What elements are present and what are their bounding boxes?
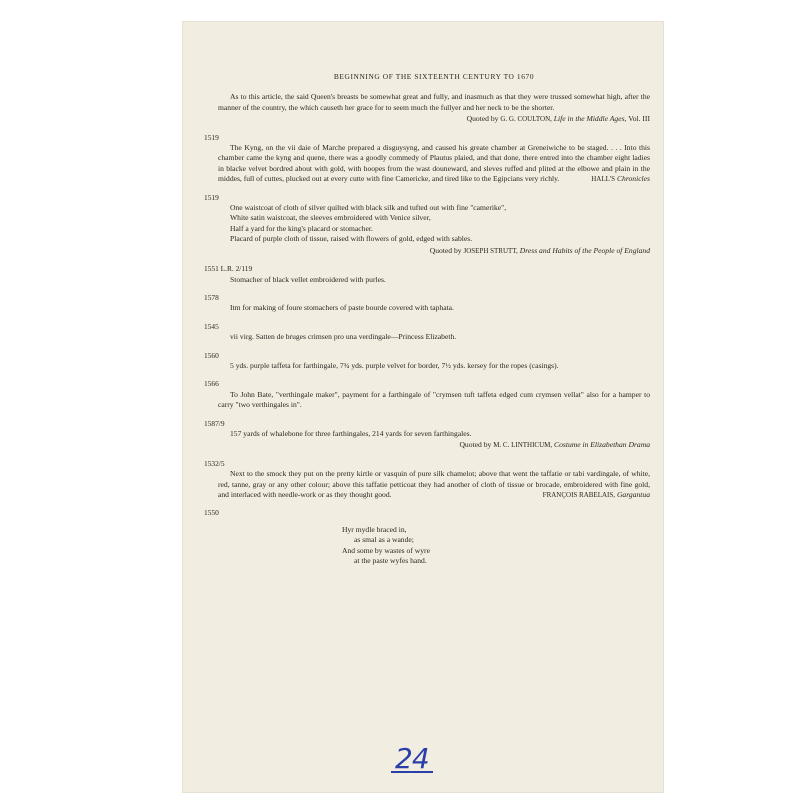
entry-line: One waistcoat of cloth of silver quilted with black silk and tufted out with fine "camerike", xyxy=(230,203,507,213)
entry-year: 1560 xyxy=(204,350,219,360)
entry-text: 5 yds. purple taffeta for farthingale, 7¾ yds. purple velvet for border, 7½ yds. kersey for the ropes (casings). xyxy=(230,360,559,370)
poem-line: as smal as a wande; xyxy=(354,535,414,545)
entry-1587 xyxy=(204,418,650,451)
entry-text: To John Bate, "verthingale maker", payment for a farthingale of "crymsen tuft taffeta edged cum crymsen vellat" also for a hamper to carry "two verthingales in". xyxy=(218,389,650,410)
entry-attribution: FRANÇOIS RABELAIS, Gargantua xyxy=(542,490,650,499)
poem-line: And some by wastes of wyre xyxy=(342,545,430,555)
entry-text: vii virg. Satten de bruges crimsen pro una verdingale—Princess Elizabeth. xyxy=(230,332,457,342)
entry-text: Stomacher of black vellet embroidered with purles. xyxy=(230,274,386,284)
entry-text: 157 yards of whalebone for three farthingales, 214 yards for seven farthingales. xyxy=(230,428,472,438)
entry-attribution: Quoted by M. C. LINTHICUM, Costume in Elizabethan Drama xyxy=(459,440,650,450)
entry-1519-strutt xyxy=(204,192,650,256)
entry-1560 xyxy=(204,350,650,372)
entry-year: 1545 xyxy=(204,321,219,331)
attr-author: G. G. COULTON, xyxy=(500,115,552,124)
poem-verse xyxy=(342,525,562,567)
entry-attribution: HALL'S Chronicles xyxy=(591,174,650,184)
intro-quote xyxy=(218,92,650,124)
poem-line: at the paste wyfes hand. xyxy=(354,556,427,566)
entry-1545 xyxy=(204,321,650,343)
entry-year: 1566 xyxy=(204,379,219,389)
entry-text: Next to the smock they put on the pretty kirtle or vasquin of pure silk chamelot; above that went the taffatie or tabi vardingale, of white, red, tanne, gray or any other colour; above this taffatie petticoat they had another of cloth of tissue or brocade, embroidered with fine gold, and interlaced with needle-work or as they thought good. FRANÇOIS RABELAIS, Gargantua xyxy=(218,469,650,499)
entry-line: Half a yard for the king's placard or stomacher. xyxy=(230,223,373,233)
handwritten-page-number: 24 xyxy=(395,742,429,775)
entry-year: 1519 xyxy=(204,192,219,202)
intro-attribution: Quoted by G. G. COULTON, Life in the Middle Ages, Vol. III xyxy=(466,114,650,124)
entry-year: 1578 xyxy=(204,292,219,302)
underline-stroke xyxy=(391,771,433,773)
entry-text: The Kyng, on the vii daie of Marche prepared a disguysyng, and caused his greate chamber at Greneiwiche to be staged. . . . Into this chamber came the kyng and quene, there was a goodly commedy of Plautus plaied, and that done, there entred into the chamber eight ladies in blacke velvet bordred about with gold, with hoopes from the wast douneward, and sleves ruffed and plited at the elbowe and plain in the middes, full of cuttes, plucked out at every cutte with fine Camericke, and tired like to the Egipcians very richly. HALL'S Chronicles xyxy=(218,143,650,184)
entry-year: 1519 xyxy=(204,132,219,142)
entry-text: Itm for making of foure stomachers of paste bourde covered with taphata. xyxy=(230,303,454,313)
entry-year: 1551 L.R. 2/119 xyxy=(204,264,253,274)
entry-line: Placard of purple cloth of tissue, raised with flowers of gold, edged with sables. xyxy=(230,234,473,244)
entry-year: 1532/5 xyxy=(204,458,225,468)
entry-1532 xyxy=(204,458,650,501)
entry-1550-poem xyxy=(204,508,650,566)
intro-text: As to this article, the said Queen's breasts be somewhat great and fully, and inasmuch as that they were trussed somewhat high, after the manner of the country, the which causeth her grace for to seem much the fullyer and her neck to be the shorter. xyxy=(218,92,650,112)
entry-year: 1550 xyxy=(204,508,219,518)
poem-line: Hyr mydle braced in, xyxy=(342,524,407,534)
entry-year: 1587/9 xyxy=(204,418,225,428)
entry-line: White satin waistcoat, the sleeves embroidered with Venice silver, xyxy=(230,213,431,223)
entry-1566 xyxy=(204,379,650,410)
attr-work: Life in the Middle Ages xyxy=(553,114,625,124)
entry-attribution: Quoted by JOSEPH STRUTT, Dress and Habits of the People of England xyxy=(429,245,650,255)
page-content xyxy=(204,72,650,574)
entry-1519-hall xyxy=(204,132,650,185)
entry-1551 xyxy=(204,264,650,285)
entry-1578 xyxy=(204,292,650,314)
page-heading: BEGINNING OF THE SIXTEENTH CENTURY TO 1670 xyxy=(333,72,535,81)
